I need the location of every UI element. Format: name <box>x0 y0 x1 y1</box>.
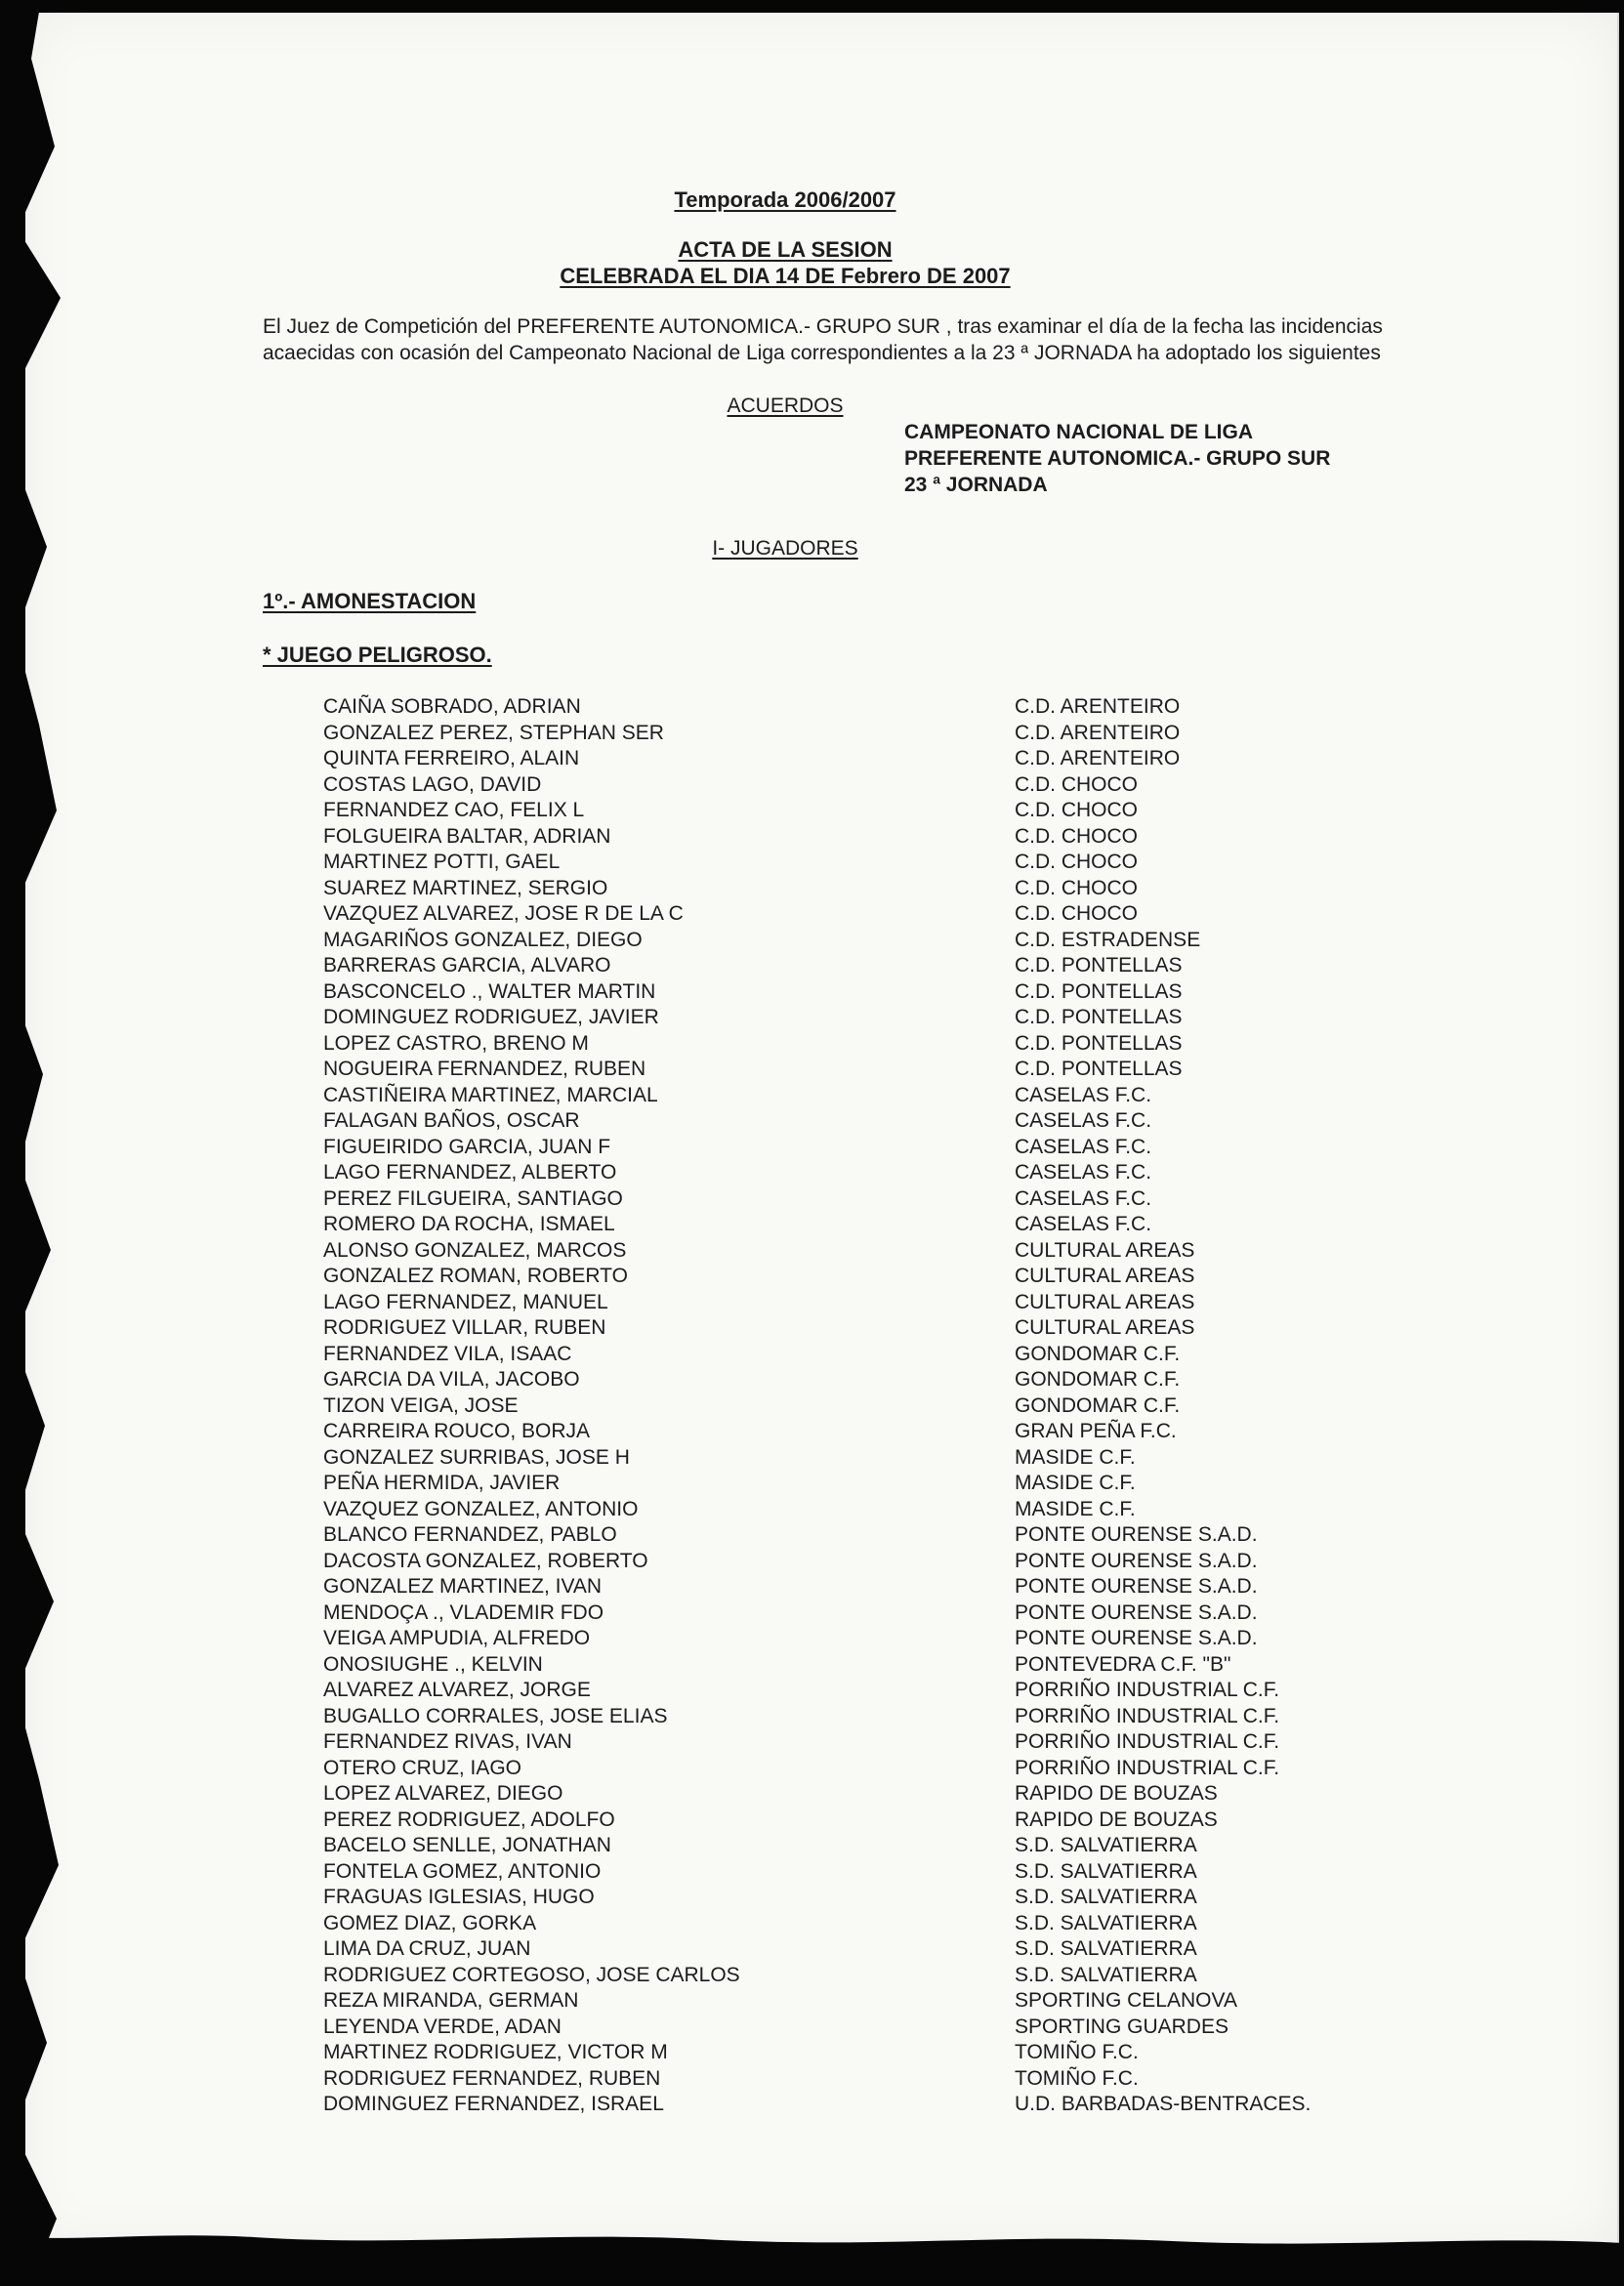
player-club: CASELAS F.C. <box>1015 1186 1152 1210</box>
player-name: MENDOÇA ., VLADEMIR FDO <box>323 1600 604 1624</box>
player-name: GONZALEZ MARTINEZ, IVAN <box>323 1575 603 1598</box>
player-club: CASELAS F.C. <box>1015 1083 1152 1106</box>
player-name: DACOSTA GONZALEZ, ROBERTO <box>323 1549 648 1572</box>
player-name: MARTINEZ RODRIGUEZ, VICTOR M <box>323 2041 668 2063</box>
player-club: CASELAS F.C. <box>1015 1135 1152 1158</box>
player-club: RAPIDO DE BOUZAS <box>1015 1808 1218 1831</box>
player-name: LIMA DA CRUZ, JUAN <box>323 1937 531 1960</box>
player-club: PONTE OURENSE S.A.D. <box>1015 1600 1258 1624</box>
player-row <box>323 1108 1578 1135</box>
player-club: C.D. ARENTEIRO <box>1015 747 1181 769</box>
player-row <box>323 772 1578 799</box>
player-name: RODRIGUEZ FERNANDEZ, RUBEN <box>323 2066 661 2090</box>
player-name: FERNANDEZ CAO, FELIX L <box>323 799 585 821</box>
player-row <box>323 1212 1578 1238</box>
player-row <box>323 1445 1578 1472</box>
player-name: TIZON VEIGA, JOSE <box>323 1393 519 1417</box>
player-name: LEYENDA VERDE, ADAN <box>323 2015 562 2038</box>
player-row <box>323 1626 1578 1652</box>
player-name: RODRIGUEZ CORTEGOSO, JOSE CARLOS <box>323 1963 740 1986</box>
player-name: PEÑA HERMIDA, JAVIER <box>323 1472 561 1494</box>
player-name: FERNANDEZ VILA, ISAAC <box>323 1342 572 1365</box>
player-name: ALVAREZ ALVAREZ, JORGE <box>323 1679 591 1701</box>
competition-line-2: PREFERENTE AUTONOMICA.- GRUPO SUR <box>904 447 1331 470</box>
player-club: C.D. ARENTEIRO <box>1015 695 1181 718</box>
player-club: TOMIÑO F.C. <box>1015 2041 1139 2063</box>
player-list <box>263 694 1578 2118</box>
player-row <box>323 1497 1578 1523</box>
player-club: CULTURAL AREAS <box>1015 1290 1195 1313</box>
player-name: FALAGAN BAÑOS, OSCAR <box>323 1109 580 1132</box>
player-club: CASELAS F.C. <box>1015 1109 1152 1132</box>
player-name: ALONSO GONZALEZ, MARCOS <box>323 1238 627 1262</box>
player-name: BARRERAS GARCIA, ALVARO <box>323 954 611 977</box>
player-name: GONZALEZ SURRIBAS, JOSE H <box>323 1445 630 1469</box>
player-club: C.D. CHOCO <box>1015 824 1138 848</box>
player-name: CARREIRA ROUCO, BORJA <box>323 1420 591 1442</box>
player-row <box>323 953 1578 979</box>
player-row <box>323 1031 1578 1058</box>
player-name: BASCONCELO ., WALTER MARTIN <box>323 979 656 1003</box>
player-row <box>323 1160 1578 1186</box>
player-name: LOPEZ ALVAREZ, DIEGO <box>323 1782 563 1805</box>
player-name: PEREZ RODRIGUEZ, ADOLFO <box>323 1808 615 1831</box>
player-name: FONTELA GOMEZ, ANTONIO <box>323 1859 602 1883</box>
player-name: RODRIGUEZ VILLAR, RUBEN <box>323 1316 606 1339</box>
player-name: GARCIA DA VILA, JACOBO <box>323 1368 580 1391</box>
player-name: DOMINGUEZ FERNANDEZ, ISRAEL <box>323 2093 664 2115</box>
player-club: GONDOMAR C.F. <box>1015 1368 1181 1391</box>
player-name: MARTINEZ POTTI, GAEL <box>323 851 561 873</box>
player-club: C.D. ESTRADENSE <box>1015 928 1201 951</box>
player-club: S.D. SALVATIERRA <box>1015 1886 1197 1908</box>
player-row <box>323 1005 1578 1031</box>
player-club: PONTE OURENSE S.A.D. <box>1015 1549 1258 1572</box>
player-club: PONTEVEDRA C.F. "B" <box>1015 1652 1231 1676</box>
player-name: LAGO FERNANDEZ, ALBERTO <box>323 1161 617 1184</box>
amonestacion-heading-text: 1º.- AMONESTACION <box>263 589 477 613</box>
player-row <box>323 1678 1578 1704</box>
player-name: LAGO FERNANDEZ, MANUEL <box>323 1290 608 1313</box>
player-club: GONDOMAR C.F. <box>1015 1342 1181 1365</box>
player-club: PORRIÑO INDUSTRIAL C.F. <box>1015 1679 1280 1701</box>
player-club: C.D. CHOCO <box>1015 851 1138 873</box>
player-club: MASIDE C.F. <box>1015 1497 1136 1520</box>
intro-line-2: acaecidas con ocasión del Campeonato Nacional de Liga correspondientes a la 23 ª JORNADA ha adoptado los siguientes <box>263 342 1381 364</box>
jugadores-heading: I- JUGADORES <box>712 537 858 560</box>
player-club: GONDOMAR C.F. <box>1015 1393 1181 1417</box>
player-row <box>323 1057 1578 1083</box>
player-club: U.D. BARBADAS-BENTRACES. <box>1015 2093 1312 2115</box>
player-name: ONOSIUGHE ., KELVIN <box>323 1652 543 1676</box>
player-club: C.D. CHOCO <box>1015 902 1138 925</box>
player-row <box>323 1600 1578 1627</box>
player-name: LOPEZ CASTRO, BRENO M <box>323 1031 589 1055</box>
player-club: C.D. CHOCO <box>1015 876 1138 899</box>
player-name: NOGUEIRA FERNANDEZ, RUBEN <box>323 1058 646 1080</box>
player-name: GONZALEZ ROMAN, ROBERTO <box>323 1265 628 1287</box>
intro-line-1: El Juez de Competición del PREFERENTE AUTONOMICA.- GRUPO SUR , tras examinar el día de la fecha las incidencias <box>263 315 1383 338</box>
player-name: FOLGUEIRA BALTAR, ADRIAN <box>323 824 611 848</box>
player-row <box>323 1342 1578 1368</box>
player-name: VAZQUEZ ALVAREZ, JOSE R DE LA C <box>323 902 684 925</box>
player-club: MASIDE C.F. <box>1015 1472 1136 1494</box>
juego-peligroso-heading <box>263 642 1578 668</box>
player-club: PORRIÑO INDUSTRIAL C.F. <box>1015 1730 1280 1753</box>
player-name: VEIGA AMPUDIA, ALFREDO <box>323 1627 591 1649</box>
player-row <box>323 746 1578 772</box>
player-club: GRAN PEÑA F.C. <box>1015 1420 1177 1442</box>
player-row <box>323 1729 1578 1756</box>
player-row <box>323 2040 1578 2066</box>
player-club: C.D. PONTELLAS <box>1015 1006 1183 1028</box>
player-club: PORRIÑO INDUSTRIAL C.F. <box>1015 1756 1280 1779</box>
player-club: C.D. ARENTEIRO <box>1015 721 1181 744</box>
competition-line-3: 23 ª JORNADA <box>904 474 1048 496</box>
juego-peligroso-heading-text: * JUEGO PELIGROSO. <box>263 643 492 667</box>
document-page <box>25 13 1619 2247</box>
player-club: TOMIÑO F.C. <box>1015 2066 1139 2090</box>
jugadores-heading-row <box>263 535 1308 561</box>
player-row <box>323 876 1578 902</box>
player-row <box>323 901 1578 928</box>
player-name: GOMEZ DIAZ, GORKA <box>323 1911 537 1934</box>
document-content <box>263 13 1578 2118</box>
session-title: ACTA DE LA SESION <box>678 237 893 262</box>
player-name: BUGALLO CORRALES, JOSE ELIAS <box>323 1704 668 1727</box>
player-club: S.D. SALVATIERRA <box>1015 1859 1197 1883</box>
player-row <box>323 1936 1578 1963</box>
player-name: GONZALEZ PEREZ, STEPHAN SER <box>323 721 664 744</box>
player-name: PEREZ FILGUEIRA, SANTIAGO <box>323 1186 623 1210</box>
session-date: CELEBRADA EL DIA 14 DE Febrero DE 2007 <box>560 264 1011 288</box>
player-club: C.D. PONTELLAS <box>1015 1058 1183 1080</box>
player-row <box>323 928 1578 954</box>
player-row <box>323 1367 1578 1393</box>
player-row <box>323 1290 1578 1316</box>
player-row <box>323 1859 1578 1886</box>
player-row <box>323 798 1578 824</box>
player-name: ROMERO DA ROCHA, ISMAEL <box>323 1213 615 1235</box>
player-row <box>323 1988 1578 2015</box>
player-row <box>323 1315 1578 1342</box>
player-row <box>323 1393 1578 1420</box>
player-name: FRAGUAS IGLESIAS, HUGO <box>323 1886 595 1908</box>
player-row <box>323 1911 1578 1937</box>
player-club: S.D. SALVATIERRA <box>1015 1834 1197 1856</box>
player-club: RAPIDO DE BOUZAS <box>1015 1782 1218 1805</box>
player-row <box>323 1419 1578 1445</box>
player-row <box>323 2015 1578 2041</box>
player-name: OTERO CRUZ, IAGO <box>323 1756 522 1779</box>
player-club: S.D. SALVATIERRA <box>1015 1911 1197 1934</box>
player-row <box>323 721 1578 747</box>
player-name: BACELO SENLLE, JONATHAN <box>323 1834 611 1856</box>
player-club: S.D. SALVATIERRA <box>1015 1937 1197 1960</box>
acuerdos-heading: ACUERDOS <box>727 395 844 417</box>
player-name: FIGUEIRIDO GARCIA, JUAN F <box>323 1135 611 1158</box>
player-row <box>323 1471 1578 1497</box>
player-row <box>323 1186 1578 1213</box>
player-row <box>323 1833 1578 1859</box>
player-name: QUINTA FERREIRO, ALAIN <box>323 747 580 769</box>
player-club: CULTURAL AREAS <box>1015 1238 1195 1262</box>
player-club: MASIDE C.F. <box>1015 1445 1136 1469</box>
player-row <box>323 1808 1578 1834</box>
document-header <box>263 187 1308 289</box>
player-club: C.D. PONTELLAS <box>1015 979 1183 1003</box>
player-club: PONTE OURENSE S.A.D. <box>1015 1627 1258 1649</box>
player-club: CASELAS F.C. <box>1015 1161 1152 1184</box>
player-row <box>323 1574 1578 1600</box>
player-row <box>323 1652 1578 1679</box>
player-club: CASELAS F.C. <box>1015 1213 1152 1235</box>
player-row <box>323 1083 1578 1109</box>
competition-line-1: CAMPEONATO NACIONAL DE LIGA <box>904 421 1254 443</box>
player-name: SUAREZ MARTINEZ, SERGIO <box>323 876 608 899</box>
player-club: SPORTING CELANOVA <box>1015 1989 1237 2012</box>
player-club: CULTURAL AREAS <box>1015 1265 1195 1287</box>
acuerdos-heading-row <box>263 393 1308 419</box>
player-row <box>323 1522 1578 1549</box>
player-name: COSTAS LAGO, DAVID <box>323 772 542 796</box>
player-club: PORRIÑO INDUSTRIAL C.F. <box>1015 1704 1280 1727</box>
player-name: CAIÑA SOBRADO, ADRIAN <box>323 695 581 718</box>
player-row <box>323 1549 1578 1575</box>
player-name: CASTIÑEIRA MARTINEZ, MARCIAL <box>323 1083 658 1106</box>
amonestacion-heading <box>263 588 1578 614</box>
player-name: DOMINGUEZ RODRIGUEZ, JAVIER <box>323 1006 659 1028</box>
player-row <box>323 1963 1578 1989</box>
player-club: CULTURAL AREAS <box>1015 1316 1195 1339</box>
player-name: MAGARIÑOS GONZALEZ, DIEGO <box>323 928 643 951</box>
player-club: C.D. CHOCO <box>1015 772 1138 796</box>
player-row <box>323 694 1578 721</box>
player-club: PONTE OURENSE S.A.D. <box>1015 1575 1258 1598</box>
player-row <box>323 1885 1578 1911</box>
player-club: C.D. CHOCO <box>1015 799 1138 821</box>
player-row <box>323 1704 1578 1730</box>
player-club: C.D. PONTELLAS <box>1015 1031 1183 1055</box>
intro-paragraph <box>263 313 1578 366</box>
player-row <box>323 2066 1578 2093</box>
player-row <box>323 1135 1578 1161</box>
player-club: C.D. PONTELLAS <box>1015 954 1183 977</box>
player-club: SPORTING GUARDES <box>1015 2015 1228 2038</box>
player-row <box>323 850 1578 876</box>
player-row <box>323 1238 1578 1265</box>
player-club: S.D. SALVATIERRA <box>1015 1963 1197 1986</box>
player-row <box>323 1264 1578 1290</box>
player-row <box>323 979 1578 1006</box>
player-name: FERNANDEZ RIVAS, IVAN <box>323 1730 572 1753</box>
player-name: REZA MIRANDA, GERMAN <box>323 1989 579 2012</box>
season-title: Temporada 2006/2007 <box>674 187 896 212</box>
player-row <box>323 824 1578 851</box>
player-club: PONTE OURENSE S.A.D. <box>1015 1523 1258 1546</box>
player-row <box>323 1781 1578 1808</box>
player-row <box>323 1756 1578 1782</box>
competition-block <box>904 419 1578 498</box>
player-name: VAZQUEZ GONZALEZ, ANTONIO <box>323 1497 639 1520</box>
player-row <box>323 2092 1578 2118</box>
player-name: BLANCO FERNANDEZ, PABLO <box>323 1523 617 1546</box>
